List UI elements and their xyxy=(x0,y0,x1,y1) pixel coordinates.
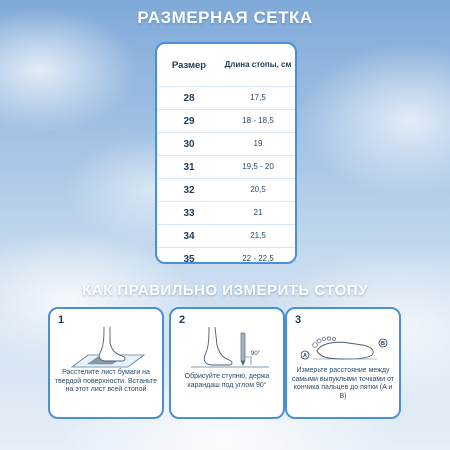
table-row xyxy=(157,248,295,264)
row-length: 17,5 xyxy=(250,93,266,102)
row-length: 19 xyxy=(253,139,263,148)
header-length: Длина стопы, см xyxy=(224,60,292,69)
step-number: 3 xyxy=(295,314,302,326)
step-card-2 xyxy=(169,307,285,419)
step-text: Расстелите лист бумаги на твердой поверхности. Встаньте на этот лист всей стопой xyxy=(54,369,158,394)
row-size: 35 xyxy=(183,253,195,264)
row-size: 33 xyxy=(183,207,195,219)
row-length: 21 xyxy=(253,208,263,217)
row-length: 18 - 18,5 xyxy=(242,116,274,125)
size-table xyxy=(155,42,297,264)
measure-title: КАК ПРАВИЛЬНО ИЗМЕРИТЬ СТОПУ xyxy=(82,282,368,299)
table-row xyxy=(157,179,295,202)
point-a-label: A xyxy=(303,353,307,359)
row-size: 34 xyxy=(183,230,195,242)
table-row xyxy=(157,110,295,133)
footprint-measure-icon xyxy=(301,323,389,373)
step-card-3 xyxy=(285,307,401,419)
row-length: 20,5 xyxy=(250,185,266,194)
pencil-outline-icon xyxy=(185,323,273,373)
step-number: 2 xyxy=(179,314,186,326)
table-row xyxy=(157,133,295,156)
foot-on-paper-icon xyxy=(64,323,152,373)
row-size: 28 xyxy=(183,92,195,104)
row-size: 30 xyxy=(183,138,195,150)
step-number: 1 xyxy=(58,314,65,326)
step-text: Измерьте расстояние между самыми выпуклыми точками от кончика пальцев до пятки (A и B) xyxy=(291,367,395,400)
row-size: 29 xyxy=(183,115,195,127)
table-row xyxy=(157,225,295,248)
angle-label: 90° xyxy=(251,351,261,357)
row-length: 21,5 xyxy=(250,231,266,240)
table-row xyxy=(157,156,295,179)
table-row xyxy=(157,202,295,225)
table-header xyxy=(157,44,295,87)
header-size: Размер xyxy=(171,59,207,71)
row-size: 31 xyxy=(183,161,195,173)
row-length: 22 - 22,5 xyxy=(242,254,274,263)
point-b-label: B xyxy=(381,341,385,347)
step-card-1 xyxy=(48,307,164,419)
table-row xyxy=(157,87,295,110)
row-size: 32 xyxy=(183,184,195,196)
size-chart-title: РАЗМЕРНАЯ СЕТКА xyxy=(137,8,313,27)
step-text: Обрисуйте ступню, держа карандаш под углом 90° xyxy=(184,373,270,389)
row-length: 19,5 - 20 xyxy=(242,162,274,171)
